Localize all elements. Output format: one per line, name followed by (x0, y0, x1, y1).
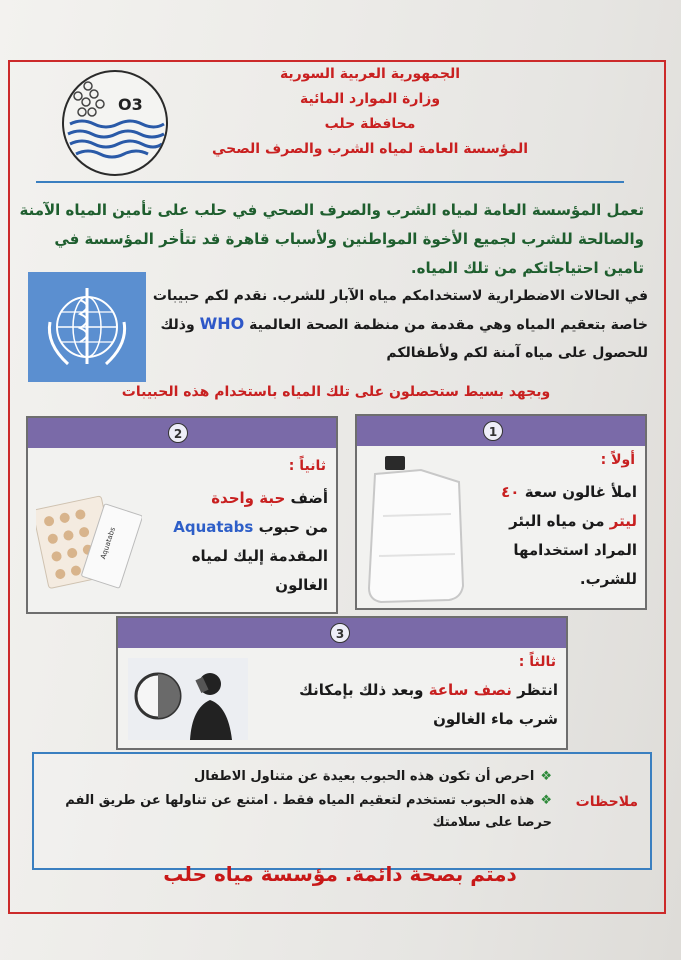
step-3-line1: انتظر (517, 681, 558, 699)
instructions-text: في الحالات الاضطرارية لاستخدامكم مياه الآبار للشرب. نقدم لكم حبيبات خاصة بتعقيم المياه وهي مقدمة من منظمة الصحة العالمية (152, 288, 648, 333)
step-2-text (148, 484, 328, 600)
step-1-number: 1 (483, 421, 503, 441)
who-emblem-icon (28, 272, 146, 382)
effort-line: وبجهد بسيط ستحصلون على تلك المياه باستخدام هذه الحبيبات (121, 384, 551, 400)
step-1-line1: املأ غالون سعة (524, 483, 637, 501)
step-1-line4: للشرب. (579, 570, 637, 588)
instructions-text-2: وذلك للحصول على مياه آمنة لكم ولأطفالكم (160, 317, 648, 361)
step-3-text (258, 676, 558, 734)
bullet-icon: ❖ (540, 769, 552, 784)
step-2-one-tablet: حبة واحدة (211, 489, 286, 507)
step-1-liter: ليتر (609, 512, 637, 530)
step-2-card (26, 416, 338, 614)
header-block (200, 62, 540, 162)
step-3-half-hour: نصف ساعة (428, 681, 512, 699)
step-2-line4: الغالون (275, 576, 328, 594)
step-1-capacity: ٤٠ (501, 483, 520, 501)
step-1-text (465, 478, 637, 594)
instructions-paragraph (150, 282, 648, 367)
header-line-republic: الجمهورية العربية السورية (279, 66, 461, 82)
header-line-establishment: المؤسسة العامة لمياه الشرب والصرف الصحي (211, 141, 529, 157)
notes-box (32, 752, 652, 870)
logo-o3-text: O3 (118, 95, 143, 114)
step-3-line1b: وبعد ذلك بإمكانك (299, 681, 424, 699)
who-acronym: WHO (199, 314, 245, 333)
step-3-number: 3 (330, 623, 350, 643)
note-item (47, 766, 552, 788)
header-divider (36, 181, 624, 183)
step-3-title: ثالثاً : (518, 654, 556, 670)
footer-signature: دمتم بصحة دائمة. مؤسسة مياه حلب (163, 862, 517, 886)
step-2-number: 2 (168, 423, 188, 443)
step-1-card (355, 414, 647, 610)
step-2-aquatabs: Aquatabs (173, 518, 254, 536)
step-3-card (116, 616, 568, 750)
note-item (47, 790, 552, 834)
step-1-line3: المراد استخدامها (513, 541, 637, 559)
step-2-line3: المقدمة إليك لمياه (191, 547, 328, 565)
intro-paragraph: تعمل المؤسسة العامة لمياه الشرب والصرف الصحي في حلب على تأمين المياه الآمنة والصالحة للشرب لجميع الأخوة المواطنين ولأسباب قاهرة قد تتأخر المؤسسة في تامين احتياجاتكم من تلك المياه. (19, 201, 644, 277)
bullet-icon: ❖ (540, 793, 552, 808)
person-drinking-clock-icon (128, 658, 248, 740)
notes-title: ملاحظات (575, 794, 638, 810)
header-line-governorate: محافظة حلب (324, 116, 416, 132)
step-2-header-bar (28, 418, 336, 448)
step-1-header-bar (357, 416, 645, 446)
step-2-line1: أضف (290, 489, 328, 507)
step-2-title: ثانياً : (288, 458, 326, 474)
water-drops-ozone-icon (62, 70, 168, 176)
header-line-ministry: وزارة الموارد المائية (299, 91, 441, 107)
step-3-header-bar (118, 618, 566, 648)
step-3-line2: شرب ماء الغالون (433, 710, 558, 728)
note-text: احرص أن تكون هذه الحبوب بعيدة عن متناول الاطفال (193, 769, 535, 784)
pack-label: Aquatabs (99, 526, 117, 561)
step-1-title: أولاً : (600, 452, 635, 468)
notes-list (47, 766, 552, 836)
water-gallon-icon (363, 456, 475, 606)
note-text: هذه الحبوب تستخدم لتعقيم المياه فقط . امتنع عن تناولها عن طريق الفم حرصا على سلامتك (65, 793, 552, 830)
step-2-line2: من حبوب (258, 518, 328, 536)
aquatabs-pack-icon (36, 494, 142, 594)
step-1-line2: من مياه البئر (509, 512, 605, 530)
